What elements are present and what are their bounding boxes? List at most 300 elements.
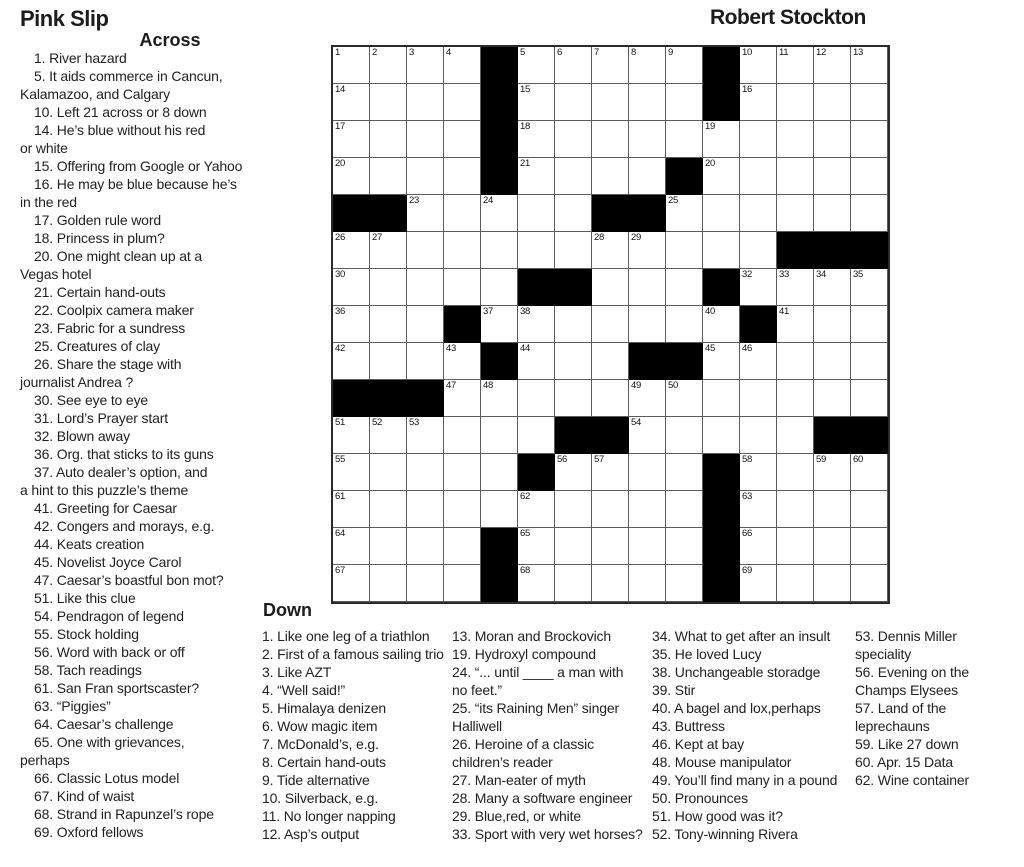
grid-cell[interactable] [481, 491, 518, 528]
cell-number: 44 [520, 343, 530, 354]
grid-cell-black [703, 454, 740, 491]
clue-51: 51. How good was it? [652, 808, 783, 824]
down-clues-column-4 [855, 627, 969, 789]
grid-cell-black [481, 565, 518, 602]
grid-cell[interactable] [518, 84, 555, 121]
clue-27: 27. Man-eater of myth [452, 772, 586, 788]
grid-cell[interactable] [666, 84, 703, 121]
grid-cell[interactable] [851, 528, 888, 565]
grid-cell[interactable] [851, 454, 888, 491]
clue-20: 20. One might clean up at a [34, 248, 202, 264]
grid-cell[interactable] [703, 232, 740, 269]
grid-cell[interactable] [666, 380, 703, 417]
grid-cell[interactable] [740, 269, 777, 306]
grid-cell[interactable] [629, 380, 666, 417]
cell-number: 3 [409, 47, 414, 58]
grid-cell[interactable] [666, 121, 703, 158]
grid-cell[interactable] [740, 47, 777, 84]
grid-cell[interactable] [370, 417, 407, 454]
grid-cell[interactable] [592, 84, 629, 121]
grid-cell[interactable] [629, 121, 666, 158]
across-clues [20, 49, 242, 841]
grid-cell[interactable] [370, 343, 407, 380]
grid-cell[interactable] [518, 47, 555, 84]
grid-cell[interactable] [555, 47, 592, 84]
grid-cell[interactable] [777, 417, 814, 454]
cell-number: 61 [335, 491, 345, 502]
grid-cell-black [703, 269, 740, 306]
grid-cell[interactable] [814, 565, 851, 602]
clue-56: 56. Word with back or off [34, 644, 185, 660]
grid-cell[interactable] [740, 417, 777, 454]
grid-cell[interactable] [555, 380, 592, 417]
clue-5: 5. It aids commerce in Cancun, [34, 68, 223, 84]
grid-cell[interactable] [740, 232, 777, 269]
grid-cell[interactable] [407, 269, 444, 306]
grid-cell[interactable] [851, 269, 888, 306]
grid-cell-black [555, 269, 592, 306]
cell-number: 25 [668, 195, 678, 206]
grid-cell[interactable] [333, 84, 370, 121]
grid-cell[interactable] [370, 454, 407, 491]
grid-cell-black [481, 528, 518, 565]
grid-cell[interactable] [666, 269, 703, 306]
cell-number: 64 [335, 528, 345, 539]
clue-23: 23. Fabric for a sundress [34, 320, 186, 336]
cell-number: 48 [483, 380, 493, 391]
clue-62: 62. Wine container [855, 772, 970, 788]
cell-number: 59 [816, 454, 826, 465]
grid-cell[interactable] [407, 343, 444, 380]
grid-cell-black [481, 121, 518, 158]
grid-cell[interactable] [629, 417, 666, 454]
clue-56: 56. Evening on the [855, 664, 970, 680]
grid-cell[interactable] [592, 380, 629, 417]
cell-number: 46 [742, 343, 752, 354]
grid-cell[interactable] [777, 454, 814, 491]
cell-number: 49 [631, 380, 641, 391]
grid-cell[interactable] [777, 565, 814, 602]
cell-number: 47 [446, 380, 456, 391]
grid-cell[interactable] [740, 158, 777, 195]
cell-number: 2 [372, 47, 377, 58]
grid-cell[interactable] [814, 491, 851, 528]
cell-number: 21 [520, 158, 530, 169]
grid-cell[interactable] [740, 195, 777, 232]
cell-number: 12 [816, 47, 826, 58]
grid-cell[interactable] [629, 232, 666, 269]
grid-cell[interactable] [814, 380, 851, 417]
grid-cell[interactable] [555, 195, 592, 232]
clue-47: 47. Caesar’s boastful bon mot? [34, 572, 224, 588]
cell-number: 62 [520, 491, 530, 502]
cell-number: 55 [335, 454, 345, 465]
grid-cell[interactable] [629, 528, 666, 565]
grid-cell[interactable] [851, 121, 888, 158]
grid-cell[interactable] [703, 121, 740, 158]
grid-cell[interactable] [518, 491, 555, 528]
grid-cell[interactable] [444, 84, 481, 121]
grid-cell[interactable] [555, 306, 592, 343]
clue-8: 8. Certain hand-outs [262, 754, 386, 770]
grid-cell[interactable] [444, 269, 481, 306]
grid-cell[interactable] [518, 380, 555, 417]
grid-cell[interactable] [555, 158, 592, 195]
cell-number: 10 [742, 47, 752, 58]
clue-57: 57. Land of the [855, 700, 947, 716]
grid-cell[interactable] [592, 454, 629, 491]
grid-cell-black [629, 195, 666, 232]
grid-cell[interactable] [740, 343, 777, 380]
grid-cell[interactable] [814, 343, 851, 380]
grid-cell[interactable] [370, 47, 407, 84]
grid-cell-black [814, 417, 851, 454]
clue-31: 31. Lord’s Prayer start [34, 410, 169, 426]
grid-cell[interactable] [333, 343, 370, 380]
grid-cell[interactable] [333, 454, 370, 491]
clue-17: 17. Golden rule word [34, 212, 161, 228]
grid-cell[interactable] [481, 195, 518, 232]
grid-cell[interactable] [666, 306, 703, 343]
grid-cell[interactable] [666, 47, 703, 84]
grid-cell[interactable] [740, 84, 777, 121]
clue-64: 64. Caesar’s challenge [34, 716, 174, 732]
grid-cell[interactable] [814, 84, 851, 121]
grid-cell[interactable] [703, 417, 740, 454]
down-heading: Down [263, 600, 312, 620]
clue-58: 58. Tach readings [34, 662, 142, 678]
grid-cell[interactable] [555, 491, 592, 528]
grid-cell[interactable] [592, 343, 629, 380]
grid-cell[interactable] [629, 47, 666, 84]
clue-36: 36. Org. that sticks to its guns [34, 446, 214, 462]
clue-6: 6. Wow magic item [262, 718, 378, 734]
grid-cell[interactable] [703, 343, 740, 380]
puzzle-author: Robert Stockton [710, 6, 866, 29]
clue-39: 39. Stir [652, 682, 696, 698]
grid-cell[interactable] [333, 565, 370, 602]
grid-cell[interactable] [629, 269, 666, 306]
cell-number: 51 [335, 417, 345, 428]
grid-cell[interactable] [666, 528, 703, 565]
grid-cell[interactable] [370, 528, 407, 565]
grid-cell[interactable] [481, 306, 518, 343]
grid-cell[interactable] [444, 343, 481, 380]
grid-cell[interactable] [370, 565, 407, 602]
grid-cell[interactable] [555, 528, 592, 565]
grid-cell[interactable] [444, 454, 481, 491]
clue-21: 21. Certain hand-outs [34, 284, 166, 300]
grid-cell-black [703, 565, 740, 602]
down-clues-column-1 [262, 627, 444, 843]
grid-cell[interactable] [518, 158, 555, 195]
grid-cell[interactable] [481, 380, 518, 417]
grid-cell[interactable] [740, 565, 777, 602]
grid-cell-black [481, 47, 518, 84]
clue-16-cont: in the red [20, 194, 77, 210]
grid-cell[interactable] [777, 380, 814, 417]
grid-cell[interactable] [851, 306, 888, 343]
grid-cell[interactable] [592, 232, 629, 269]
grid-cell[interactable] [518, 195, 555, 232]
cell-number: 66 [742, 528, 752, 539]
cell-number: 63 [742, 491, 752, 502]
grid-cell[interactable] [407, 565, 444, 602]
grid-cell[interactable] [629, 158, 666, 195]
grid-cell[interactable] [555, 121, 592, 158]
grid-cell-black [518, 269, 555, 306]
clue-45: 45. Novelist Joyce Carol [34, 554, 182, 570]
grid-cell[interactable] [407, 121, 444, 158]
grid-cell[interactable] [518, 528, 555, 565]
grid-cell[interactable] [851, 47, 888, 84]
grid-cell[interactable] [740, 121, 777, 158]
grid-cell[interactable] [333, 232, 370, 269]
cell-number: 56 [557, 454, 567, 465]
cell-number: 35 [853, 269, 863, 280]
across-heading: Across [139, 30, 201, 50]
grid-cell[interactable] [407, 491, 444, 528]
grid-cell[interactable] [592, 47, 629, 84]
grid-cell[interactable] [555, 84, 592, 121]
grid-cell[interactable] [851, 158, 888, 195]
cell-number: 60 [853, 454, 863, 465]
grid-cell-black [592, 417, 629, 454]
grid-cell[interactable] [444, 195, 481, 232]
grid-cell[interactable] [740, 491, 777, 528]
grid-cell[interactable] [629, 306, 666, 343]
grid-cell[interactable] [444, 417, 481, 454]
grid-cell[interactable] [703, 380, 740, 417]
grid-cell-black [777, 232, 814, 269]
grid-cell[interactable] [444, 47, 481, 84]
grid-cell[interactable] [407, 454, 444, 491]
grid-cell[interactable] [666, 195, 703, 232]
grid-cell[interactable] [777, 47, 814, 84]
grid-cell[interactable] [629, 84, 666, 121]
grid-cell[interactable] [370, 158, 407, 195]
cell-number: 23 [409, 195, 419, 206]
grid-cell[interactable] [777, 306, 814, 343]
grid-cell[interactable] [592, 565, 629, 602]
grid-cell[interactable] [518, 306, 555, 343]
clue-37: 37. Auto dealer’s option, and [34, 464, 208, 480]
grid-cell-black [814, 232, 851, 269]
cell-number: 13 [853, 47, 863, 58]
clue-56-cont: Champs Elysees [855, 682, 958, 698]
grid-cell-black [481, 158, 518, 195]
grid-cell[interactable] [592, 491, 629, 528]
grid-cell[interactable] [740, 454, 777, 491]
grid-cell[interactable] [814, 121, 851, 158]
grid-cell[interactable] [518, 121, 555, 158]
clue-5-cont: Kalamazoo, and Calgary [20, 86, 171, 102]
clue-5: 5. Himalaya denizen [262, 700, 386, 716]
grid-cell[interactable] [518, 343, 555, 380]
grid-cell[interactable] [407, 528, 444, 565]
grid-cell[interactable] [629, 491, 666, 528]
cell-number: 7 [594, 47, 599, 58]
grid-cell-black [666, 343, 703, 380]
cell-number: 57 [594, 454, 604, 465]
grid-cell[interactable] [518, 232, 555, 269]
grid-cell[interactable] [407, 417, 444, 454]
grid-cell[interactable] [777, 195, 814, 232]
grid-cell[interactable] [481, 269, 518, 306]
grid-cell[interactable] [777, 84, 814, 121]
grid-cell[interactable] [592, 306, 629, 343]
clue-10: 10. Silverback, e.g. [262, 790, 379, 806]
grid-cell[interactable] [333, 158, 370, 195]
clue-9: 9. Tide alternative [262, 772, 370, 788]
grid-cell[interactable] [629, 454, 666, 491]
grid-cell[interactable] [851, 195, 888, 232]
grid-cell[interactable] [518, 417, 555, 454]
grid-cell[interactable] [444, 121, 481, 158]
down-clues-column-3 [652, 627, 837, 843]
cell-number: 1 [335, 47, 340, 58]
grid-cell[interactable] [370, 269, 407, 306]
clue-12: 12. Asp’s output [262, 826, 359, 842]
clue-52: 52. Tony-winning Rivera [652, 826, 798, 842]
grid-cell[interactable] [703, 158, 740, 195]
grid-cell[interactable] [814, 528, 851, 565]
grid-cell[interactable] [740, 380, 777, 417]
grid-cell[interactable] [333, 306, 370, 343]
cell-number: 15 [520, 84, 530, 95]
clue-67: 67. Kind of waist [34, 788, 135, 804]
grid-cell[interactable] [814, 47, 851, 84]
grid-cell[interactable] [814, 306, 851, 343]
grid-cell[interactable] [555, 232, 592, 269]
clue-37-cont: a hint to this puzzle’s theme [20, 482, 189, 498]
cell-number: 33 [779, 269, 789, 280]
grid-cell[interactable] [370, 84, 407, 121]
clue-26-cont: journalist Andrea ? [20, 374, 134, 390]
grid-cell[interactable] [518, 565, 555, 602]
grid-cell-black [851, 232, 888, 269]
cell-number: 29 [631, 232, 641, 243]
grid-cell[interactable] [333, 417, 370, 454]
grid-cell[interactable] [814, 269, 851, 306]
grid-cell[interactable] [407, 47, 444, 84]
clue-66: 66. Classic Lotus model [34, 770, 180, 786]
grid-cell[interactable] [851, 491, 888, 528]
grid-cell[interactable] [777, 528, 814, 565]
grid-cell[interactable] [777, 121, 814, 158]
clue-38: 38. Unchangeable storadge [652, 664, 821, 680]
grid-cell[interactable] [407, 195, 444, 232]
grid-cell[interactable] [481, 232, 518, 269]
cell-number: 11 [779, 47, 789, 58]
grid-cell[interactable] [370, 306, 407, 343]
puzzle-title: Pink Slip [20, 6, 109, 31]
grid-cell[interactable] [851, 84, 888, 121]
clue-19: 19. Hydroxyl compound [452, 646, 596, 662]
grid-cell[interactable] [851, 343, 888, 380]
grid-cell[interactable] [777, 343, 814, 380]
grid-cell[interactable] [481, 417, 518, 454]
grid-cell[interactable] [666, 232, 703, 269]
grid-cell[interactable] [851, 565, 888, 602]
grid-cell[interactable] [666, 454, 703, 491]
cell-number: 19 [705, 121, 715, 132]
grid-cell[interactable] [703, 195, 740, 232]
grid-cell-black [333, 380, 370, 417]
grid-cell[interactable] [555, 454, 592, 491]
grid-cell[interactable] [629, 565, 666, 602]
grid-cell[interactable] [407, 306, 444, 343]
grid-cell-black [592, 195, 629, 232]
crossword-grid[interactable] [331, 45, 890, 604]
cell-number: 67 [335, 565, 345, 576]
grid-cell[interactable] [666, 565, 703, 602]
grid-cell[interactable] [333, 528, 370, 565]
grid-cell[interactable] [777, 269, 814, 306]
grid-cell[interactable] [592, 528, 629, 565]
grid-cell[interactable] [370, 121, 407, 158]
grid-cell[interactable] [851, 380, 888, 417]
grid-cell[interactable] [444, 158, 481, 195]
grid-cell[interactable] [444, 491, 481, 528]
grid-cell[interactable] [333, 121, 370, 158]
grid-cell[interactable] [814, 195, 851, 232]
clue-69: 69. Oxford fellows [34, 824, 144, 840]
grid-cell[interactable] [555, 343, 592, 380]
clue-44: 44. Keats creation [34, 536, 145, 552]
grid-cell[interactable] [555, 565, 592, 602]
grid-cell-black [666, 158, 703, 195]
grid-cell[interactable] [407, 232, 444, 269]
clue-4: 4. “Well said!” [262, 682, 346, 698]
grid-cell[interactable] [370, 232, 407, 269]
cell-number: 40 [705, 306, 715, 317]
grid-cell[interactable] [740, 528, 777, 565]
grid-cell[interactable] [592, 269, 629, 306]
grid-cell[interactable] [777, 491, 814, 528]
grid-cell[interactable] [444, 232, 481, 269]
clue-18: 18. Princess in plum? [34, 230, 165, 246]
grid-cell[interactable] [814, 454, 851, 491]
grid-cell[interactable] [444, 528, 481, 565]
grid-cell[interactable] [481, 454, 518, 491]
grid-cell[interactable] [666, 491, 703, 528]
grid-cell[interactable] [666, 417, 703, 454]
grid-cell[interactable] [333, 269, 370, 306]
cell-number: 58 [742, 454, 752, 465]
grid-cell-black [629, 343, 666, 380]
grid-cell[interactable] [407, 84, 444, 121]
grid-cell-black [851, 417, 888, 454]
grid-cell[interactable] [703, 306, 740, 343]
grid-cell[interactable] [777, 158, 814, 195]
clue-26-cont: children’s reader [452, 754, 553, 770]
clue-13: 13. Moran and Brockovich [452, 628, 612, 644]
clue-43: 43. Buttress [652, 718, 725, 734]
grid-cell[interactable] [333, 47, 370, 84]
grid-cell[interactable] [592, 158, 629, 195]
grid-cell[interactable] [444, 565, 481, 602]
grid-cell[interactable] [814, 158, 851, 195]
grid-cell[interactable] [592, 121, 629, 158]
grid-cell[interactable] [444, 380, 481, 417]
grid-cell[interactable] [407, 158, 444, 195]
grid-cell-black [444, 306, 481, 343]
grid-cell[interactable] [370, 491, 407, 528]
cell-number: 53 [409, 417, 419, 428]
cell-number: 20 [705, 158, 715, 169]
grid-cell[interactable] [333, 491, 370, 528]
